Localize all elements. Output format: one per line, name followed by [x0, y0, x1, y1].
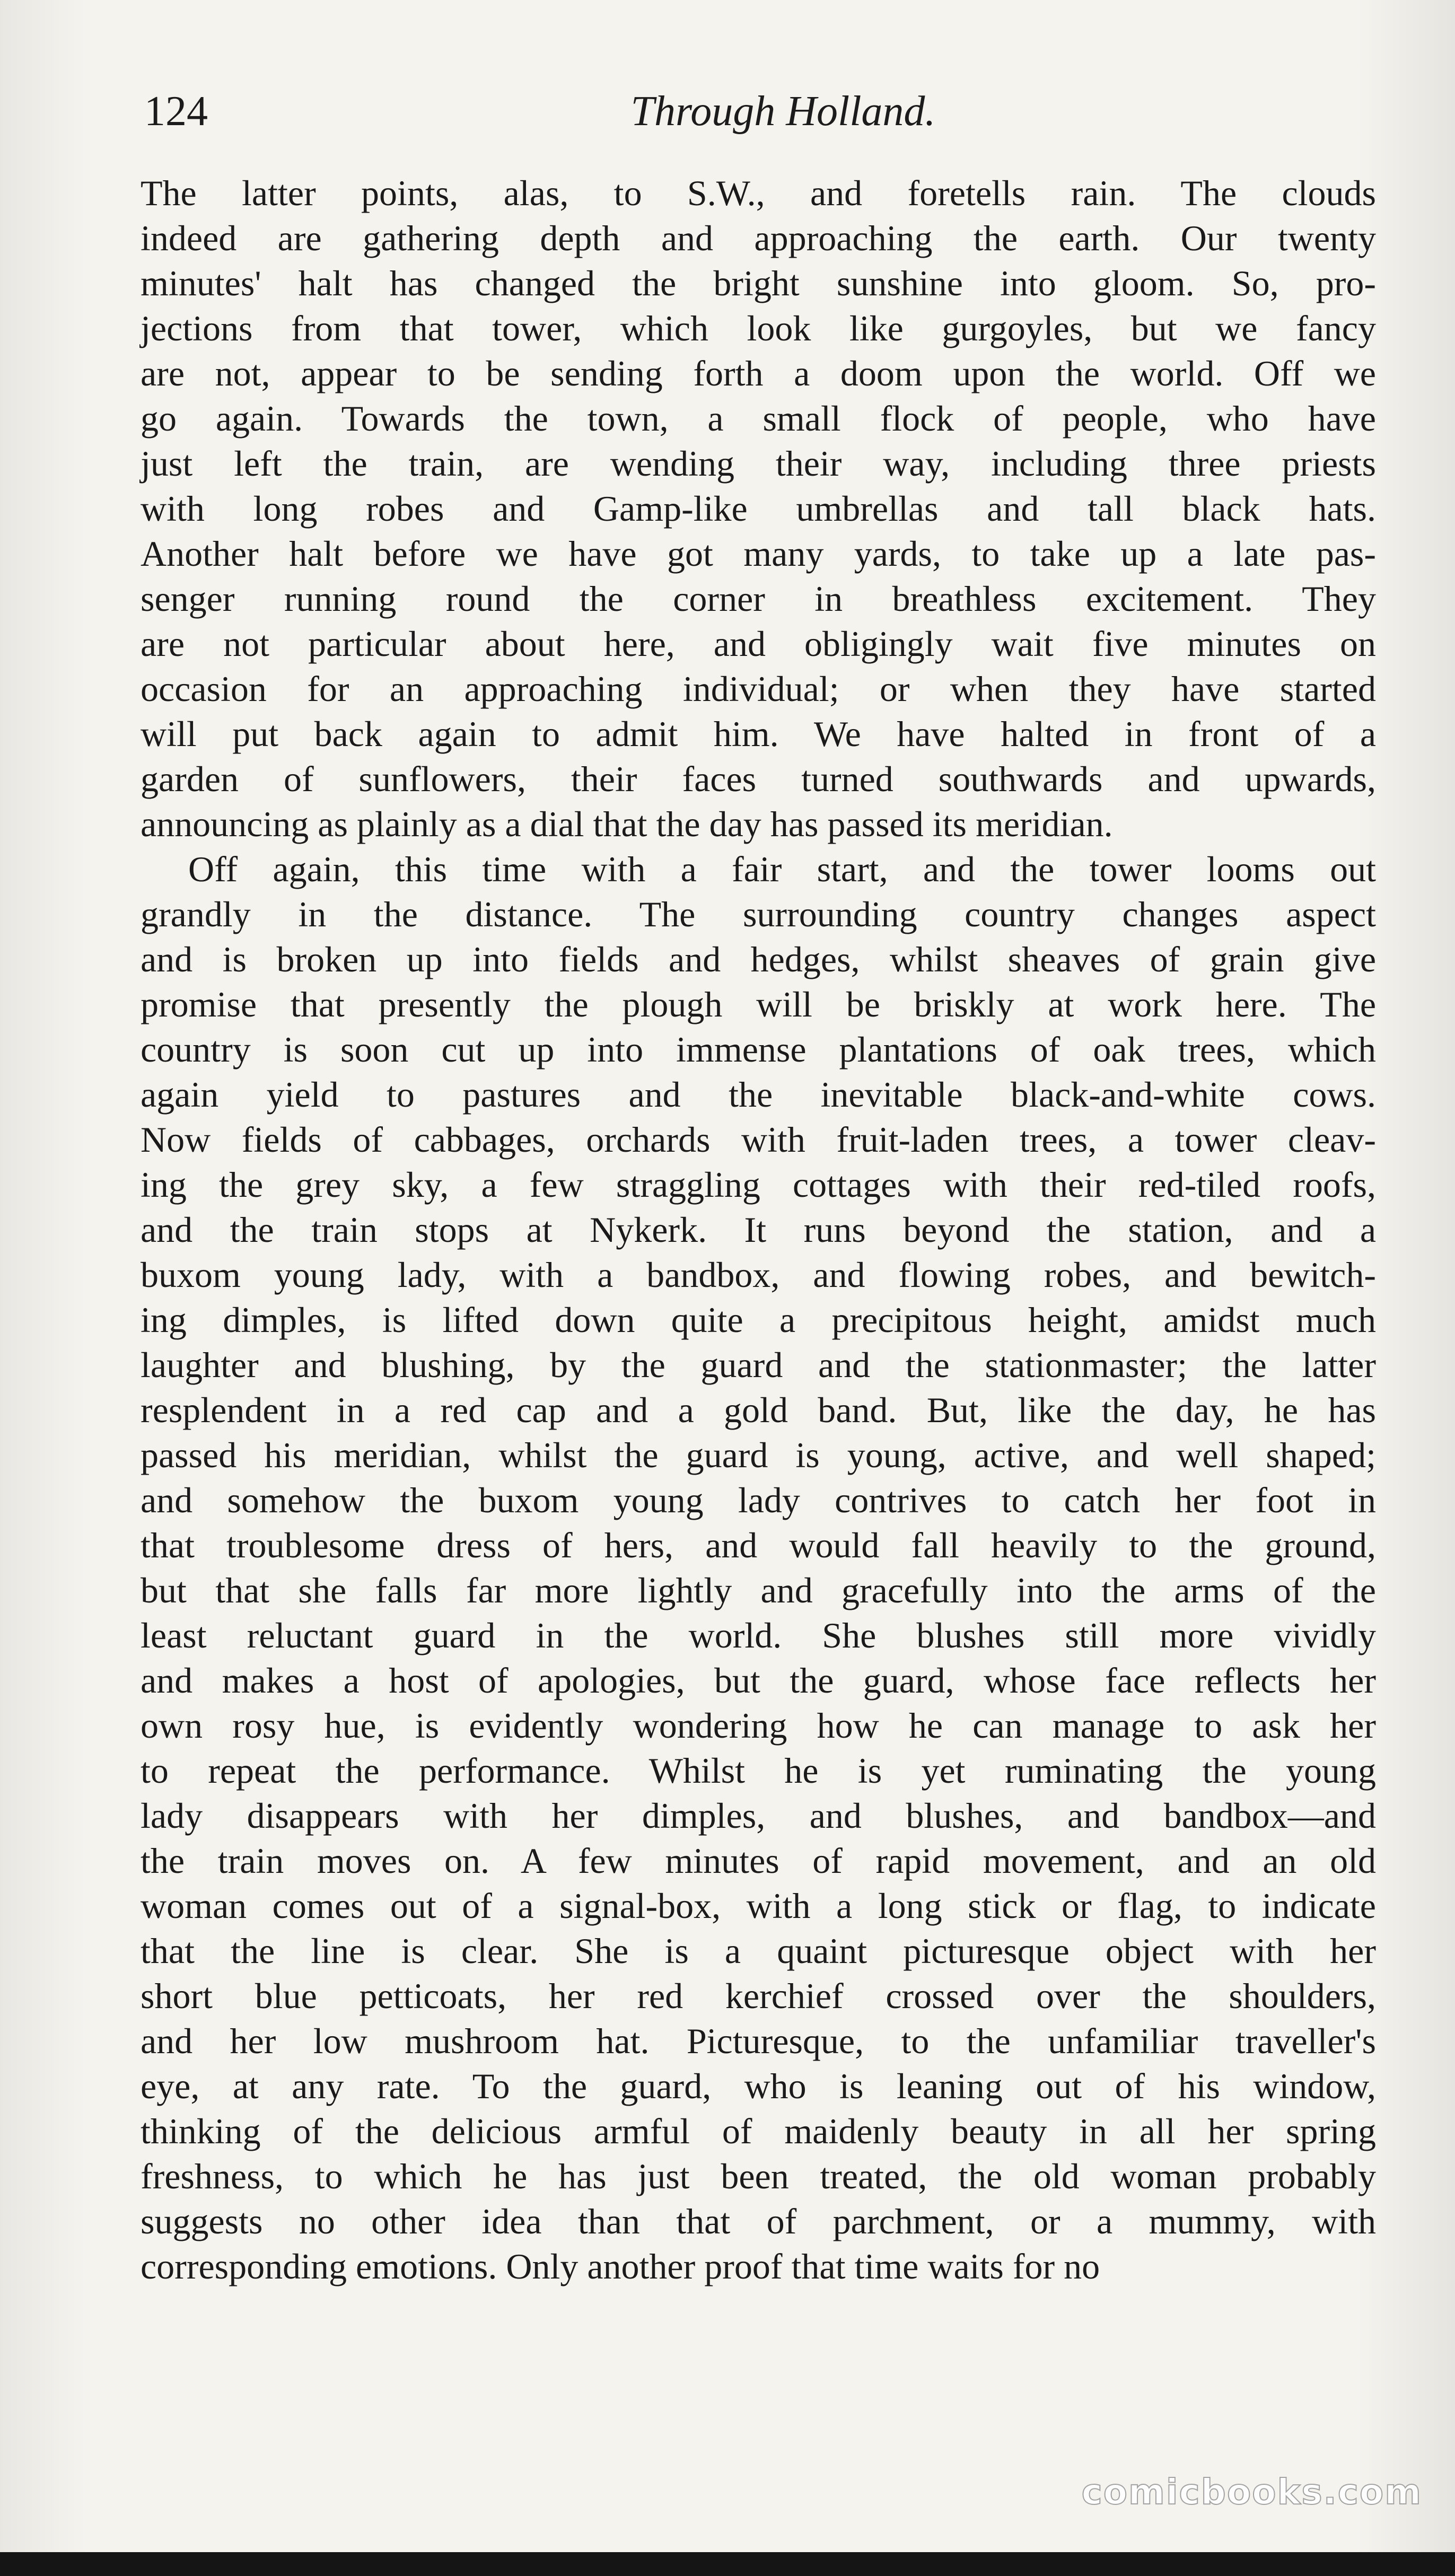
text-line: go again. Towards the town, a small flock of people, who have [141, 398, 1376, 439]
text-line: announcing as plainly as a dial that the day has passed its meridian. [141, 804, 1113, 844]
text-line: country is soon cut up into immense plantations of oak trees, which [141, 1029, 1376, 1070]
text-line: woman comes out of a signal-box, with a long stick or flag, to indicate [141, 1886, 1376, 1926]
text-line: that the line is clear. She is a quaint picturesque object with her [141, 1931, 1376, 1971]
text-line: minutes' halt has changed the bright sunshine into gloom. So, pro- [141, 263, 1376, 303]
text-line: are not, appear to be sending forth a doom upon the world. Off we [141, 353, 1376, 393]
text-line: resplendent in a red cap and a gold band. But, like the day, he has [141, 1390, 1376, 1430]
text-line: will put back again to admit him. We have halted in front of a [141, 714, 1376, 754]
text-line: occasion for an approaching individual; or when they have started [141, 669, 1376, 709]
page-header [144, 80, 1348, 143]
text-line: own rosy hue, is evidently wondering how he can manage to ask her [141, 1705, 1376, 1746]
running-title: Through Holland. [630, 88, 936, 135]
watermark: comicbooks.com [1081, 2472, 1422, 2512]
text-line: lady disappears with her dimples, and blushes, and bandbox—and [141, 1795, 1376, 1836]
text-line: senger running round the corner in breathless excitement. They [141, 579, 1376, 619]
text-line: passed his meridian, whilst the guard is young, active, and well shaped; [141, 1435, 1376, 1475]
text-line: grandly in the distance. The surrounding country changes aspect [141, 894, 1376, 934]
text-line: Another halt before we have got many yards, to take up a late pas- [141, 533, 1376, 574]
text-line: The latter points, alas, to S.W., and foretells rain. The clouds [141, 173, 1376, 213]
text-line: thinking of the delicious armful of maidenly beauty in all her spring [141, 2111, 1376, 2151]
text-line: promise that presently the plough will be briskly at work here. The [141, 984, 1376, 1024]
paragraph [141, 171, 1376, 847]
text-line: just left the train, are wending their way, including three priests [141, 443, 1376, 484]
text-line: but that she falls far more lightly and gracefully into the arms of the [141, 1570, 1376, 1610]
paragraph [141, 847, 1376, 2289]
text-line: buxom young lady, with a bandbox, and flowing robes, and bewitch- [141, 1255, 1376, 1295]
text-line: ing the grey sky, a few straggling cottages with their red-tiled roofs, [141, 1164, 1376, 1205]
text-line: to repeat the performance. Whilst he is yet ruminating the young [141, 1750, 1376, 1791]
text-line: eye, at any rate. To the guard, who is leaning out of his window, [141, 2066, 1376, 2106]
text-line: and is broken up into fields and hedges, whilst sheaves of grain give [141, 939, 1376, 979]
text-line: Off again, this time with a fair start, and the tower looms out [188, 849, 1376, 889]
text-line: and somehow the buxom young lady contrives to catch her foot in [141, 1480, 1376, 1520]
text-line: corresponding emotions. Only another proof that time waits for no [141, 2246, 1100, 2286]
text-line: laughter and blushing, by the guard and the stationmaster; the latter [141, 1345, 1376, 1385]
text-line: are not particular about here, and obligingly wait five minutes on [141, 624, 1376, 664]
text-line: the train moves on. A few minutes of rapid movement, and an old [141, 1841, 1376, 1881]
text-line: again yield to pastures and the inevitable black-and-white cows. [141, 1074, 1376, 1115]
body-text [141, 171, 1376, 2289]
text-line: least reluctant guard in the world. She blushes still more vividly [141, 1615, 1376, 1655]
text-line: freshness, to which he has just been treated, the old woman probably [141, 2156, 1376, 2196]
text-line: garden of sunflowers, their faces turned southwards and upwards, [141, 759, 1376, 799]
text-line: and the train stops at Nykerk. It runs beyond the station, and a [141, 1210, 1376, 1250]
text-line: and her low mushroom hat. Picturesque, to the unfamiliar traveller's [141, 2021, 1376, 2061]
page-number: 124 [144, 88, 208, 135]
text-line: with long robes and Gamp-like umbrellas and tall black hats. [141, 488, 1376, 529]
text-line: that troublesome dress of hers, and would fall heavily to the ground, [141, 1525, 1376, 1565]
text-line: jections from that tower, which look like gurgoyles, but we fancy [141, 308, 1376, 348]
text-line: and makes a host of apologies, but the guard, whose face reflects her [141, 1660, 1376, 1701]
text-line: ing dimples, is lifted down quite a precipitous height, amidst much [141, 1300, 1376, 1340]
text-line: indeed are gathering depth and approaching the earth. Our twenty [141, 218, 1376, 258]
text-line: Now fields of cabbages, orchards with fruit-laden trees, a tower cleav- [141, 1119, 1376, 1160]
text-line: suggests no other idea than that of parchment, or a mummy, with [141, 2201, 1376, 2241]
scan-edge [0, 2552, 1455, 2576]
text-line: short blue petticoats, her red kerchief crossed over the shoulders, [141, 1976, 1376, 2016]
